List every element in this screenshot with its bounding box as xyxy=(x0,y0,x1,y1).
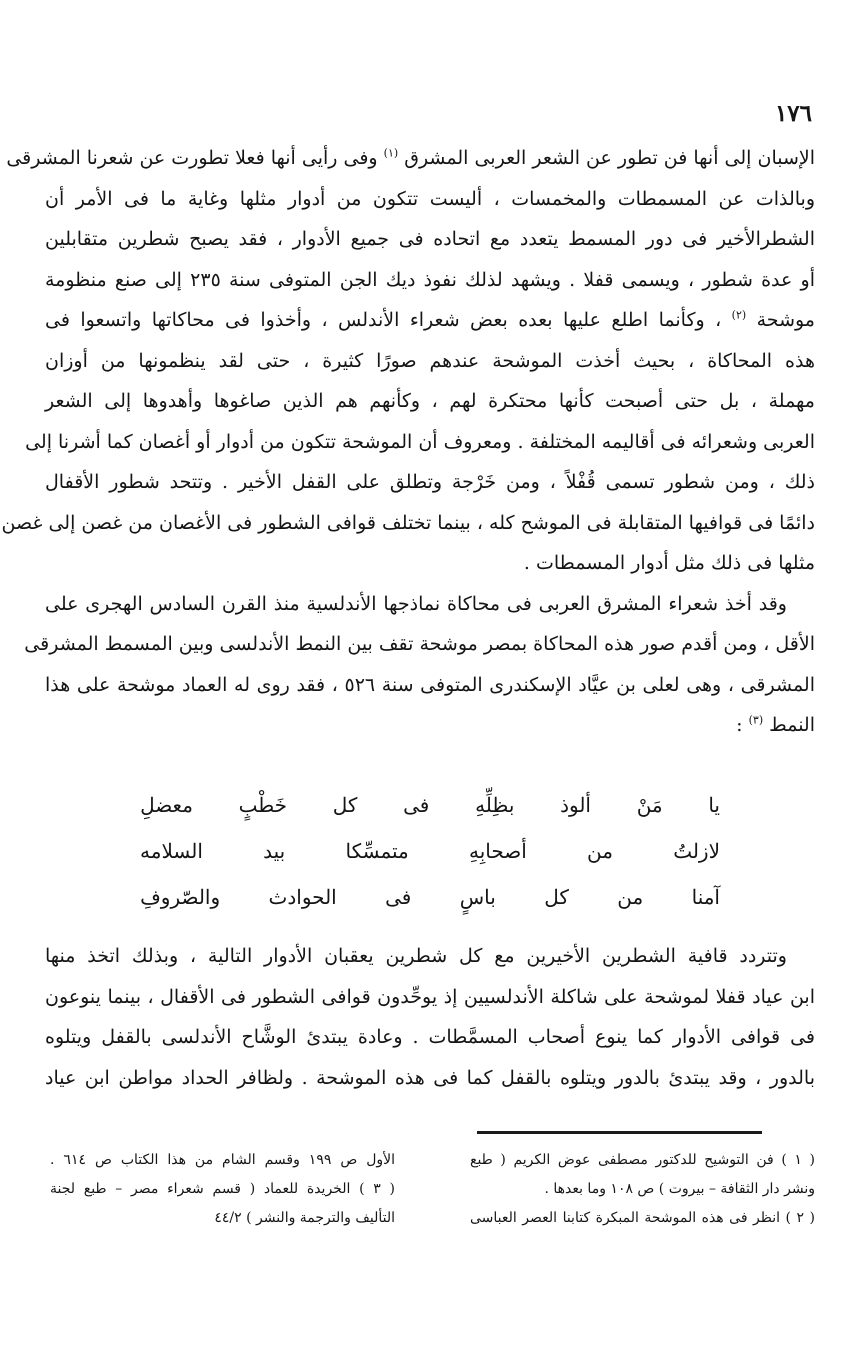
text-line: مهملة ، بل حتى أصبحت كأنها محتكرة لهم ، وكأنهم هم الذين صاغوها وأهدوها إلى الشعر xyxy=(45,390,815,412)
text-segment: ، وكأنما اطلع عليها بعده بعض شعراء الأندلس ، وأخذوا فى محاكاتها واتسعوا فى xyxy=(45,309,722,331)
text-segment: وفى رأيى أنها فعلا تطورت عن شعرنا المشرقى xyxy=(6,147,378,169)
page-number: ١٧٦ xyxy=(774,100,812,127)
text-line: ابن عياد قفلا لموشحة على شاكلة الأندلسيين إذ يوحِّدون قوافى الشطور فى الأقفال ، بينما ينوعون xyxy=(45,985,815,1008)
paragraph-3 xyxy=(45,936,815,1098)
poem-word: معضلِ xyxy=(140,793,193,817)
poem-word: فى xyxy=(403,793,430,817)
poem-word: خَطْبٍ xyxy=(238,793,288,817)
footnotes-left-column xyxy=(50,1146,395,1233)
footnote-line: ونشر دار الثقافة – بيروت ) ص ١٠٨ وما بعدها . xyxy=(544,1181,815,1197)
poem-line xyxy=(140,782,720,828)
footnote-marker: (٣) xyxy=(748,713,764,727)
footnote-divider xyxy=(477,1131,762,1134)
text-line: العربى وشعرائه فى أقاليمه المختلفة . ومعروف أن الموشحة تتكون من أدوار أو أغصان كما أشرنا إلى xyxy=(25,430,815,453)
text-line: أو عدة شطور ، ويسمى قفلا . ويشهد لذلك نفوذ ديك الجن المتوفى سنة ٢٣٥ إلى صنع منظومة xyxy=(45,268,815,291)
poem-word: كل xyxy=(332,793,358,817)
text-line: ذلك ، ومن شطور تسمى قُفْلاً ، ومن خَرْجة وتطلق على القفل الأخير . وتتحد شطور الأقفال xyxy=(45,471,815,493)
poem-line xyxy=(140,874,720,920)
text-line: بالدور ، وقد يبتدئ بالدور ويتلوه بالقفل كما فى هذه الموشحة . ولظافر الحداد مواطن ابن عياد xyxy=(45,1066,815,1089)
poem-word: أصحابِهِ xyxy=(468,839,527,863)
text-line: مثلها فى ذلك مثل أدوار المسمطات . xyxy=(523,552,815,574)
footnotes xyxy=(50,1146,815,1233)
poem-word: باسٍ xyxy=(459,885,496,909)
text-line: المشرقى ، وهى لعلى بن عيَّاد الإسكندرى المتوفى سنة ٥٢٦ ، فقد روى له العماد موشحة على هذا xyxy=(45,673,815,696)
footnote-line: ( ١ ) فن التوشيح للدكتور مصطفى عوض الكريم ( طبع xyxy=(470,1152,815,1168)
poem-word: كل xyxy=(544,885,569,909)
footnote-marker: (٢) xyxy=(731,308,747,322)
footnote-marker: (١) xyxy=(383,146,399,160)
poem-word: والصّروفِ xyxy=(140,885,221,909)
text-segment: الإسبان إلى أنها فن تطور عن الشعر العربى المشرق xyxy=(404,147,815,169)
paragraph-1 xyxy=(1,138,815,746)
poem-word: لازلتُ xyxy=(673,839,720,863)
poem-word: متمسِّكا xyxy=(345,839,409,863)
poem-word: ألوذ xyxy=(560,793,591,817)
poem-word: مَنْ xyxy=(636,793,663,817)
text-segment: : xyxy=(736,714,743,736)
text-line xyxy=(6,138,815,179)
poem-word: من xyxy=(587,839,613,863)
text-line: هذه المحاكاة ، بحيث أخذت الموشحة عندهم صورًا كثيرة ، حتى لقد ينظمونها من أوزان xyxy=(45,349,815,372)
text-line: دائمًا فى قوافيها المتقابلة فى الموشح كله ، بينما تختلف قوافى الشطور فى الأغصان من غصن إلى غصن xyxy=(1,511,815,534)
footnotes-right-column xyxy=(470,1146,815,1233)
poem-word: بيد xyxy=(263,839,286,863)
text-segment: موشحة xyxy=(756,309,815,331)
poem-word: فى xyxy=(385,885,412,909)
text-line: فى قوافى الأدوار كما ينوع أصحاب المسمَّطات . وعادة يبتدئ الوشَّاح الأندلسى بالقفل ويتلوه xyxy=(45,1026,815,1048)
poem-word: الحوادث xyxy=(268,885,337,909)
text-line: الأقل ، ومن أقدم صور هذه المحاكاة بمصر موشحة تقف بين النمط الأندلسى وبين المسمط المشرقى xyxy=(24,633,815,655)
text-line xyxy=(45,705,815,746)
text-line: وبالذات عن المسمطات والمخمسات ، أليست تتكون من أدوار مثلها وغاية ما فى الأمر أن xyxy=(45,187,815,210)
footnote-line: ( ٣ ) الخريدة للعماد ( قسم شعراء مصر – طبع لجنة xyxy=(50,1181,395,1197)
text-segment: النمط xyxy=(769,714,815,736)
poem-word: آمنا xyxy=(691,885,720,909)
text-line: الشطرالأخير فى دور المسمط يتعدد مع اتحاده فى جميع الأدوار ، فقد يصبح شطرين متقابلين xyxy=(45,228,815,250)
poem-line xyxy=(140,828,720,874)
poem-word: السلامه xyxy=(140,839,203,863)
text-line xyxy=(45,300,815,341)
text-line: وتتردد قافية الشطرين الأخيرين مع كل شطرين يعقبان الأدوار التالية ، وبذلك اتخذ منها xyxy=(45,945,787,967)
text-line: وقد أخذ شعراء المشرق العربى فى محاكاة نماذجها الأندلسية منذ القرن السادس الهجرى على xyxy=(45,592,787,615)
footnote-line: الأول ص ١٩٩ وقسم الشام من هذا الكتاب ص ٦١٤ . xyxy=(50,1152,396,1168)
poem-word: يا xyxy=(708,793,720,817)
poem-block xyxy=(140,782,720,920)
poem-word: من xyxy=(617,885,644,909)
poem-word: بظِلِّهِ xyxy=(475,793,515,817)
footnote-line: التأليف والترجمة والنشر ) ٤٤/٢ xyxy=(214,1210,395,1226)
footnote-line: ( ٢ ) انظر فى هذه الموشحة المبكرة كتابنا العصر العباسى xyxy=(470,1210,815,1226)
